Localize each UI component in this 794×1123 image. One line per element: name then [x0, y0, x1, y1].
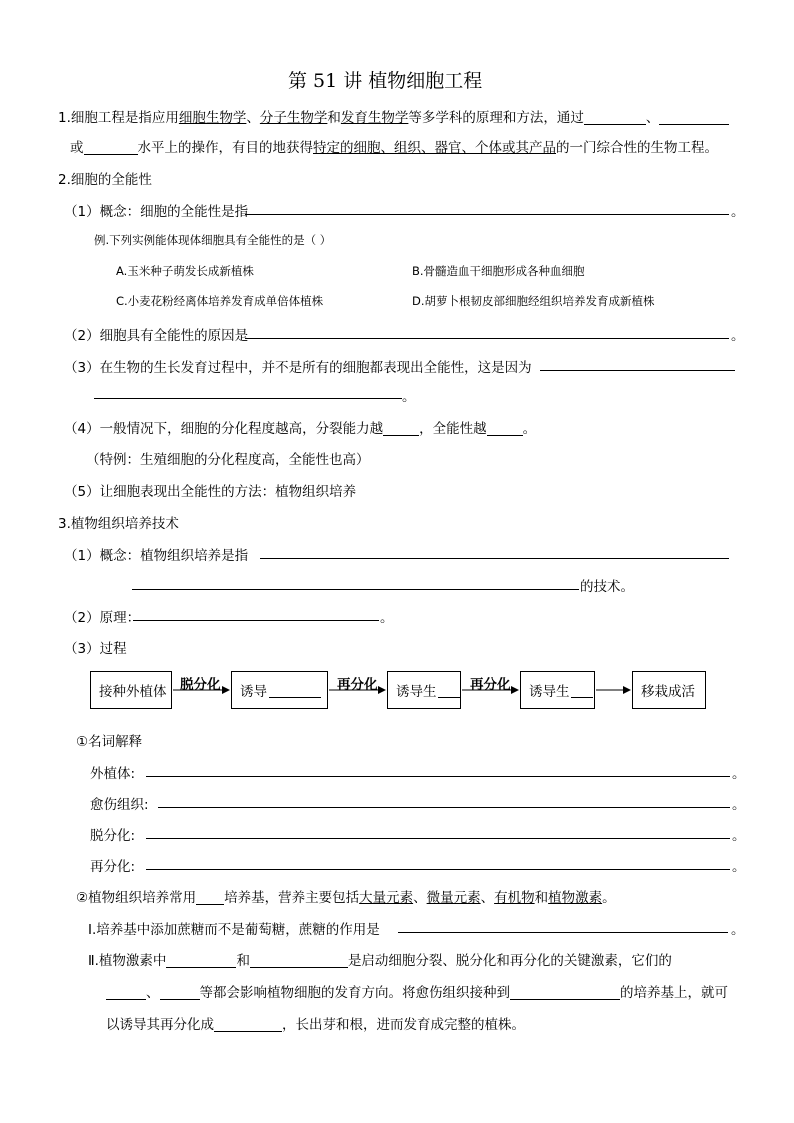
s3-process-label: （3）过程 — [64, 641, 127, 657]
text: 和 — [327, 110, 341, 126]
term-developmental-biology: 发育生物学 — [340, 110, 409, 126]
term-organics: 有机物 — [494, 890, 535, 906]
text: Ⅱ.植物激素中 — [88, 953, 167, 969]
text: 1.细胞工程是指应用 — [58, 110, 179, 126]
text: 、 — [645, 110, 660, 126]
term-cell-biology: 细胞生物学 — [178, 110, 247, 126]
s2-q5: （5）让细胞表现出全能性的方法：植物组织培养 — [64, 484, 357, 500]
text: 或 — [70, 140, 84, 156]
period: 。 — [731, 922, 745, 938]
period: 。 — [731, 204, 745, 220]
term-molecular-biology: 分子生物学 — [259, 110, 328, 126]
term-micro-elements: 微量元素 — [426, 890, 481, 906]
s2-reason-label: （2）细胞具有全能性的原因是 — [64, 328, 249, 344]
text: 和 — [236, 953, 250, 969]
text: 的培养基上，就可 — [620, 985, 728, 1001]
text: 的一门综合性的生物工程。 — [556, 140, 718, 156]
sucrose-question: Ⅰ.培养基中添加蔗糖而不是葡萄糖，蔗糖的作用是 — [88, 922, 380, 938]
fill-line[interactable] — [146, 838, 730, 839]
period: 。 — [732, 797, 746, 813]
section3-heading: 3.植物组织培养技术 — [58, 516, 179, 532]
hormone-line2 — [106, 981, 728, 1001]
text: 以诱导其再分化成 — [106, 1017, 214, 1033]
s3-principle-label: （2）原理： — [64, 610, 141, 626]
option-d: D.胡萝卜根韧皮部细胞经组织培养发育成新植株 — [412, 294, 655, 308]
fill-line[interactable] — [146, 869, 730, 870]
example-question: 例.下列实例能体现体细胞具有全能性的是（ ） — [94, 233, 332, 247]
fill-blank[interactable] — [106, 985, 146, 1000]
text: ②植物组织培养常用 — [76, 890, 197, 906]
flow-box-label: 诱导 — [240, 684, 267, 700]
text: 、 — [246, 110, 260, 126]
term-explant-label: 外植体: — [90, 766, 136, 782]
medium-line — [76, 886, 616, 906]
flow-box-label: 诱导生 — [529, 684, 570, 700]
fill-line[interactable] — [158, 807, 730, 808]
hormone-line1 — [88, 949, 672, 969]
term-dedifferentiation-label: 脱分化: — [90, 828, 136, 844]
term-macro-elements: 大量元素 — [359, 890, 414, 906]
text: 等多学科的原理和方法，通过 — [408, 110, 584, 126]
fill-line[interactable] — [398, 932, 728, 933]
text: 、 — [413, 890, 427, 906]
period: 。 — [732, 766, 746, 782]
text: 培养基，营养主要包括 — [224, 890, 360, 906]
fill-blank[interactable] — [510, 985, 620, 1000]
text: 是启动细胞分裂、脱分化和再分化的关键激素，它们的 — [347, 953, 672, 969]
period: 。 — [732, 859, 746, 875]
terms-heading: ①名词解释 — [76, 734, 143, 750]
text: 。 — [522, 421, 537, 437]
flow-box-label: 接种外植体 — [99, 684, 167, 700]
text: 和 — [534, 890, 549, 906]
text: 。 — [602, 890, 616, 906]
option-a: A.玉米种子萌发长成新植株 — [116, 264, 254, 278]
arrow-label-redifferentiation: 再分化 — [337, 677, 378, 693]
s3-concept-end: 的技术。 — [580, 579, 634, 595]
period: 。 — [380, 610, 394, 626]
text: （4）一般情况下，细胞的分化程度越高，分裂能力越 — [64, 421, 384, 437]
fill-blank[interactable] — [214, 1017, 282, 1032]
period: 。 — [731, 328, 745, 344]
flow-box-label: 移栽成活 — [641, 684, 695, 700]
option-c: C.小麦花粉经离体培养发育成单倍体植株 — [116, 294, 324, 308]
term-plant-hormones: 植物激素 — [548, 890, 603, 906]
text: ，全能性越 — [419, 421, 487, 437]
term-specific-products: 特定的细胞、组织、器官、个体或其产品 — [313, 140, 556, 156]
term-callus-label: 愈伤组织: — [90, 797, 149, 813]
fill-blank[interactable] — [196, 890, 224, 905]
period: 。 — [402, 389, 416, 405]
fill-blank[interactable] — [166, 953, 236, 968]
text: 水平上的操作，有目的地获得 — [137, 140, 313, 156]
text: 、 — [480, 890, 495, 906]
fill-blank[interactable] — [250, 953, 348, 968]
period: 。 — [732, 828, 746, 844]
s2-q4-note: （特例：生殖细胞的分化程度高，全能性也高） — [86, 452, 370, 468]
text: 等都会影响植物细胞的发育方向。将愈伤组织接种到 — [199, 985, 510, 1001]
s3-concept-label: （1）概念：植物组织培养是指 — [64, 548, 249, 564]
fill-blank[interactable] — [160, 985, 200, 1000]
flow-box-label: 诱导生 — [396, 684, 437, 700]
s2-q3-label: （3）在生物的生长发育过程中，并不是所有的细胞都表现出全能性，这是因为 — [64, 360, 532, 376]
term-redifferentiation-label: 再分化: — [90, 859, 136, 875]
option-b: B.骨髓造血干细胞形成各种血细胞 — [412, 264, 585, 278]
arrow-label-redifferentiation-2: 再分化 — [470, 677, 511, 693]
text: 、 — [146, 985, 160, 1001]
arrow-label-dedifferentiation: 脱分化 — [180, 677, 221, 693]
fill-line[interactable] — [146, 776, 730, 777]
page-title: 第 51 讲 植物细胞工程 — [288, 70, 483, 92]
s2-concept-label: （1）概念：细胞的全能性是指 — [64, 204, 249, 220]
text: ，长出芽和根，进而发育成完整的植株。 — [282, 1017, 525, 1033]
hormone-line3 — [106, 1013, 525, 1033]
section2-heading: 2.细胞的全能性 — [58, 172, 152, 188]
